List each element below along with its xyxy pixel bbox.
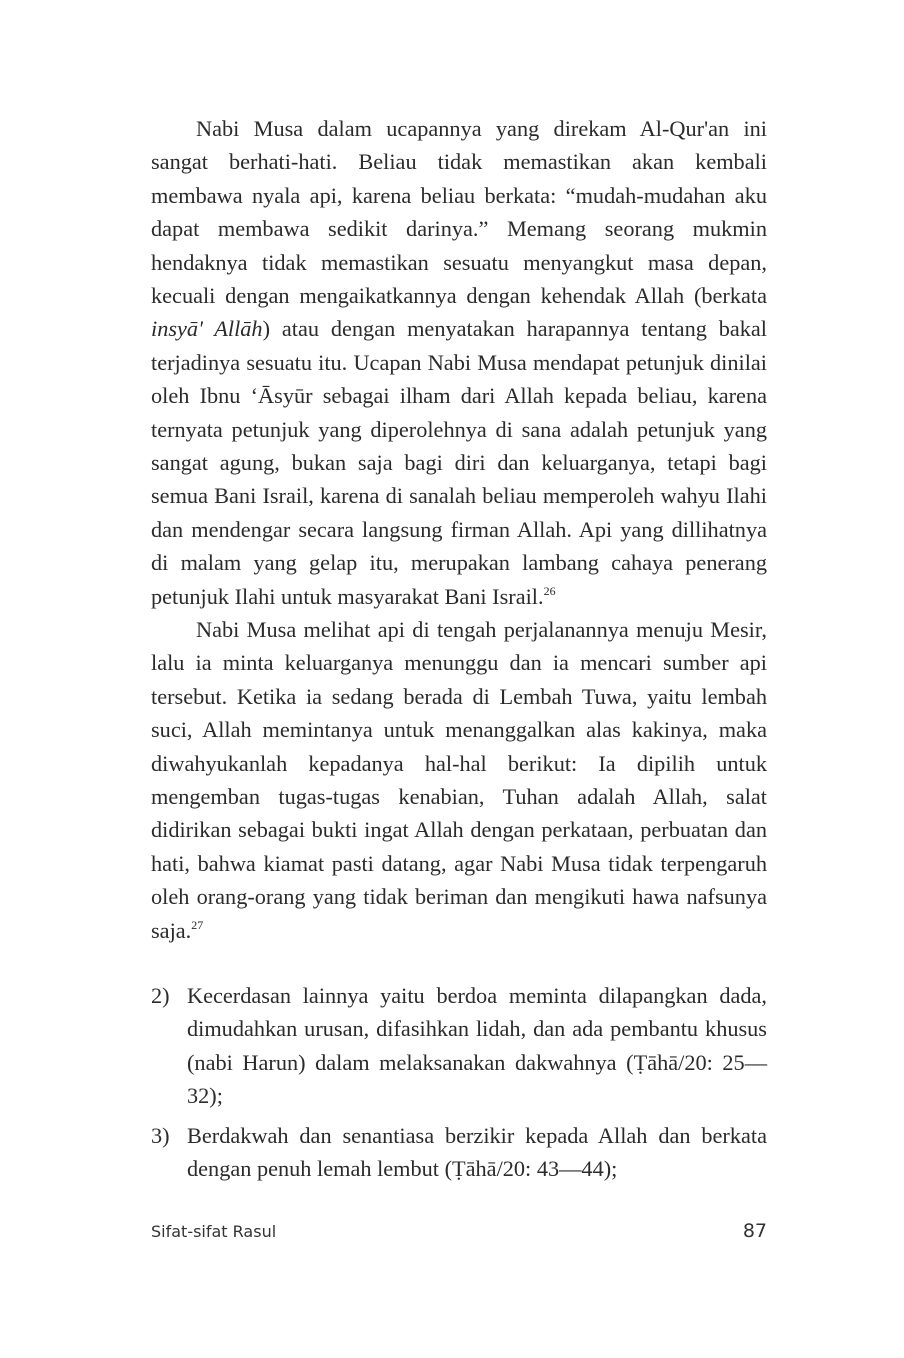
footnote-ref-26[interactable]: 26 — [543, 583, 556, 598]
list-item-text: Berdakwah dan senantiasa berzikir kepada Allah dan berkata dengan penuh lemah lembut (Ṭāhā/20: 43—44); — [187, 1122, 767, 1182]
list-item-number: 2) — [151, 983, 170, 1008]
page-footer — [151, 1219, 767, 1249]
numbered-list — [151, 979, 767, 1191]
footnote-ref-27[interactable]: 27 — [191, 917, 204, 932]
list-item-text: Kecerdasan lainnya yaitu berdoa meminta dilapangkan dada, dimudahkan urusan, difasihkan lidah, dan ada pembantu khusus (nabi Harun) dalam melaksanakan dakwahnya (Ṭāhā/20: 25—32); — [187, 983, 767, 1109]
list-item — [151, 1119, 767, 1186]
list-item — [151, 979, 767, 1113]
paragraph-1-text-after: ) atau dengan menyatakan harapannya tentang bakal terjadinya sesuatu itu. Ucapan Nabi Musa mendapat petunjuk dinilai oleh Ibnu ‘Āsyūr sebagai ilham dari Allah kepada beliau, karena ternyata petunjuk yang diperolehnya di sana adalah petunjuk yang sangat agung, bukan saja bagi diri dan keluarganya, tetapi bagi semua Bani Israil, karena di sanalah beliau memperoleh wahyu Ilahi dan mendengar secara langsung firman Allah. Api yang dillihatnya di malam yang gelap itu, merupakan lambang cahaya penerang petunjuk Ilahi untuk masyarakat Bani Israil. — [151, 316, 768, 609]
body-paragraph-2 — [151, 613, 767, 947]
page-number: 87 — [742, 1220, 767, 1242]
body-paragraph-1 — [151, 112, 767, 613]
paragraph-1-text-before: Nabi Musa dalam ucapannya yang direkam Al-Qur'an ini sangat berhati-hati. Beliau tidak memastikan akan kembali membawa nyala api, karena beliau berkata: “mudah-mudahan aku dapat membawa sedikit darinya.” Memang seorang mukmin hendaknya tidak memastikan sesuatu menyangkut masa depan, kecuali dengan mengaikatkannya dengan kehendak Allah (berkata — [151, 116, 767, 309]
paragraph-2-text: Nabi Musa melihat api di tengah perjalanannya menuju Mesir, lalu ia minta keluarganya menunggu dan ia mencari sumber api tersebut. Ketika ia sedang berada di Lembah Tuwa, yaitu lembah suci, Allah memintanya untuk menanggalkan alas kakinya, maka diwahyukanlah kepadanya hal-hal berikut: Ia dipilih untuk mengemban tugas-tugas kenabian, Tuhan adalah Allah, salat didirikan sebagai bukti ingat Allah dengan perkataan, perbuatan dan hati, bahwa kiamat pasti datang, agar Nabi Musa tidak terpengaruh oleh orang-orang yang tidak beriman dan mengikuti hawa nafsunya saja. — [151, 617, 767, 943]
running-title: Sifat-sifat Rasul — [151, 1222, 277, 1241]
paragraph-1-italic-phrase: insyā' Allāh — [151, 316, 263, 342]
list-item-number: 3) — [151, 1122, 170, 1148]
